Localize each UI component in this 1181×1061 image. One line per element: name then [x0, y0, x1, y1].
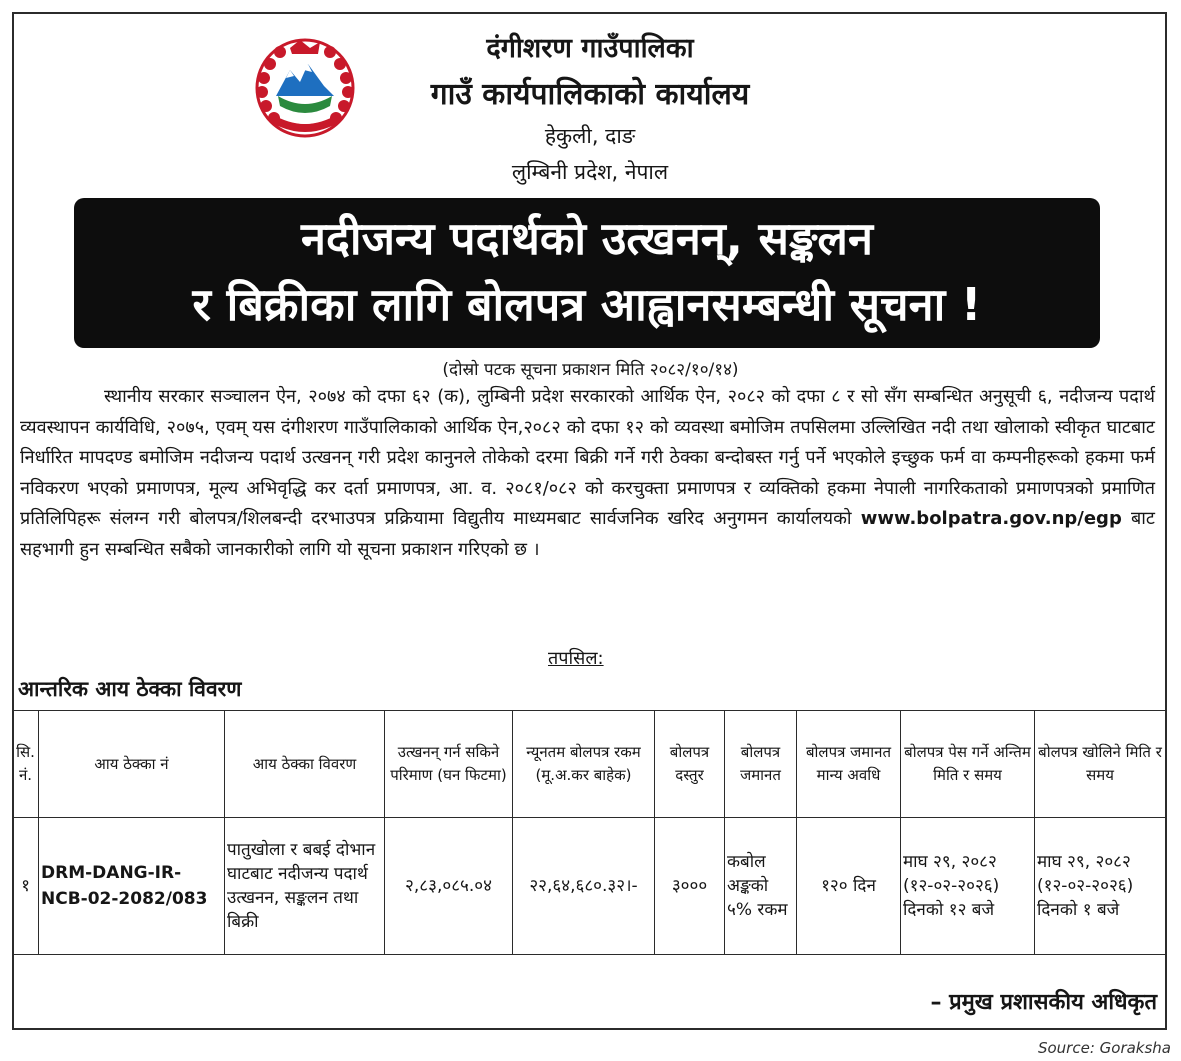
- source-credit: Source: Goraksha: [1037, 1039, 1171, 1057]
- section-title: आन्तरिक आय ठेक्का विवरण: [18, 677, 242, 701]
- col-header-fee: बोलपत्र दस्तुर: [655, 711, 725, 818]
- office-address: हेकुली, दाङ: [544, 124, 636, 148]
- notice-title-line-1: नदीजन्य पदार्थको उत्खनन्, सङ्कलन: [301, 212, 873, 265]
- col-header-submission: बोलपत्र पेस गर्ने अन्तिम मिति र समय: [901, 711, 1035, 818]
- cell-security: कबोल अङ्कको ५% रकम: [725, 818, 797, 955]
- cell-submission: माघ २९, २०८२ (१२-०२-२०२६) दिनको १२ बजे: [901, 818, 1035, 955]
- col-header-contract-no: आय ठेक्का नं: [39, 711, 225, 818]
- bolpatra-url: www.bolpatra.gov.np/egp: [860, 508, 1122, 529]
- office-name: गाउँ कार्यपालिकाको कार्यालय: [430, 77, 750, 112]
- cell-validity: १२० दिन: [797, 818, 901, 955]
- col-header-description: आय ठेक्का विवरण: [225, 711, 385, 818]
- col-header-quantity: उत्खनन् गर्न सकिने परिमाण (घन फिटमा): [385, 711, 513, 818]
- notice-title-banner: [74, 198, 1100, 348]
- col-header-validity: बोलपत्र जमानत मान्य अवधि: [797, 711, 901, 818]
- body-text-before-url: स्थानीय सरकार सञ्चालन ऐन, २०७४ को दफा ६२ (क), लुम्बिनी प्रदेश सरकारको आर्थिक ऐन, २०८२ को दफा ८ र सो सँग सम्बन्धित अनुसूची ६, नदीजन्य पदार्थ व्यवस्थापन कार्यविधि, २०७५, एवम् यस दंगीशरण गाउँपालिकाको आर्थिक ऐन,२०८२ को दफा १२ को व्यवस्था बमोजिम तपसिलमा उल्लिखित नदी तथा खोलाको स्वीकृत घाटबाट निर्धारित मापदण्ड बमोजिम नदीजन्य पदार्थ उत्खनन् गरी प्रदेश कानुनले तोकेको दरमा बिक्री गर्ने गरी ठेक्का बन्दोबस्त गर्नु पर्ने भएकोले इच्छुक फर्म वा कम्पनीहरूको हकमा फर्म नविकरण भएको प्रमाणपत्र, मूल्य अभिवृद्धि कर दर्ता प्रमाणपत्र, आ. व. २०८१/०८२ को करचुक्ता प्रमाणपत्र र व्यक्तिको हकमा नेपाली नागरिकताको प्रमाणपत्रको प्रमाणित प्रतिलिपिहरू संलग्न गरी बोलपत्र/शिलबन्दी दरभाउपत्र प्रक्रियामा विद्युतीय माध्यमबाट सार्वजनिक खरिद अनुगमन कार्यालयको: [20, 386, 1155, 529]
- cell-quantity: २,८३,०८५.०४: [385, 818, 513, 955]
- col-header-opening: बोलपत्र खोलिने मिति र समय: [1035, 711, 1166, 818]
- notice-body: [20, 382, 1155, 565]
- signoff: – प्रमुख प्रशासकीय अधिकृत: [930, 990, 1157, 1015]
- col-header-min-amount: न्यूनतम बोलपत्र रकम (मू.अ.कर बाहेक): [513, 711, 655, 818]
- cell-contract-no: DRM-DANG-IR-NCB-02-2082/083: [39, 818, 225, 955]
- col-header-sn: सि. नं.: [13, 711, 39, 818]
- cell-min-amount: २२,६४,६८०.३२।-: [513, 818, 655, 955]
- body-text-after-url: बाट सहभागी हुन सम्बन्धित सबैको जानकारीको लागि यो सूचना प्रकाशन गरिएको छ ।: [20, 508, 1155, 560]
- table-header-row: [13, 711, 1166, 818]
- col-header-security: बोलपत्र जमानत: [725, 711, 797, 818]
- cell-sn: १: [13, 818, 39, 955]
- cell-fee: ३०००: [655, 818, 725, 955]
- table-row: [13, 818, 1166, 955]
- province-country: लुम्बिनी प्रदेश, नेपाल: [511, 160, 669, 184]
- contract-table: [12, 710, 1166, 955]
- notice-title-line-2: र बिक्रीका लागि बोलपत्र आह्वानसम्बन्धी सूचना !: [192, 278, 982, 331]
- cell-description: पातुखोला र बबई दोभान घाटबाट नदीजन्य पदार्थ उत्खनन, सङ्कलन तथा बिक्री: [225, 818, 385, 955]
- cell-opening: माघ २९, २०८२ (१२-०२-२०२६) दिनको १ बजे: [1035, 818, 1166, 955]
- municipality-name: दंगीशरण गाउँपालिका: [486, 33, 694, 64]
- schedule-label: तपसिल:: [548, 648, 604, 669]
- publication-date: (दोस्रो पटक सूचना प्रकाशन मिति २०८२/१०/१४): [442, 360, 739, 380]
